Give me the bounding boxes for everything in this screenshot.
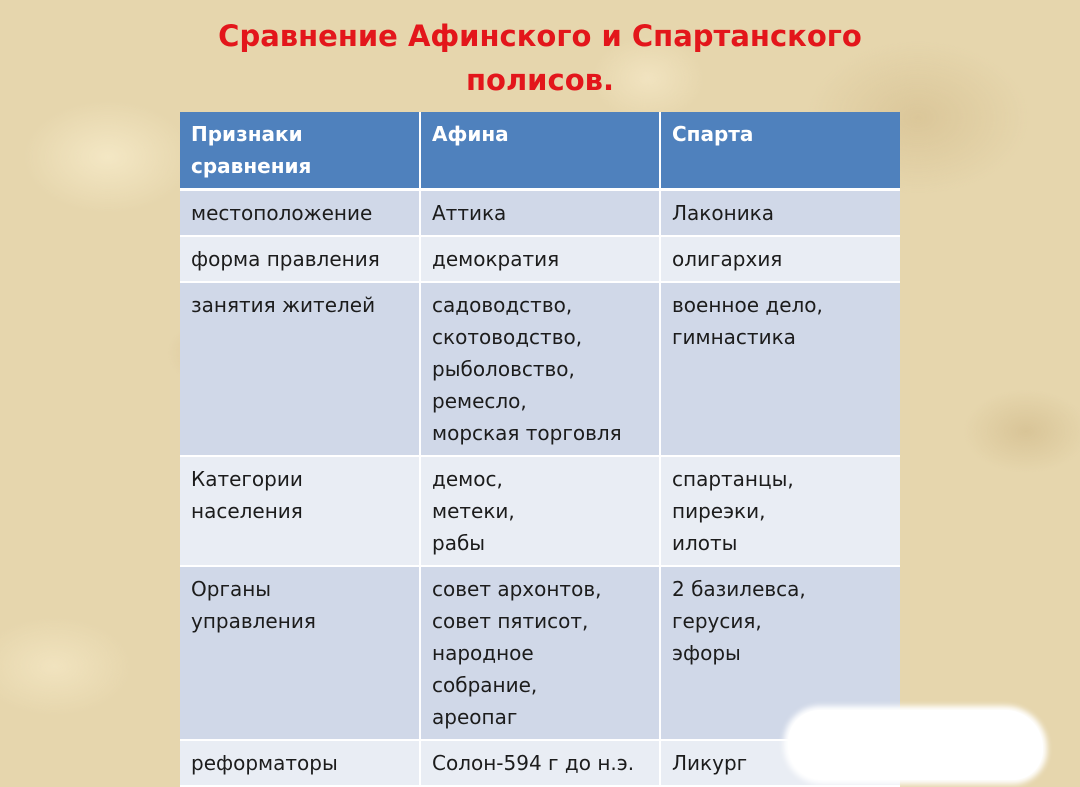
cell-athens: садоводство, скотоводство, рыболовство, ремесло, морская торговля (420, 282, 660, 456)
header-athens: Афина (420, 112, 660, 190)
cell-criteria: форма правления (180, 236, 420, 282)
title-line-1: Сравнение Афинского и Спартанского (218, 19, 862, 53)
page-title (0, 14, 1080, 102)
cell-criteria: реформаторы (180, 740, 420, 786)
cell-sparta: 2 базилевса, герусия, эфоры (660, 566, 900, 740)
header-sparta: Спарта (660, 112, 900, 190)
cell-athens: совет архонтов, совет пятисот, народное собрание, ареопаг (420, 566, 660, 740)
table-row (180, 456, 900, 566)
white-redaction-blob (788, 710, 1043, 780)
cell-athens: демократия (420, 236, 660, 282)
cell-athens: Аттика (420, 190, 660, 237)
table-header-row (180, 112, 900, 190)
title-line-2: полисов. (465, 63, 614, 97)
table-row (180, 566, 900, 740)
cell-athens: Солон-594 г до н.э. (420, 740, 660, 786)
cell-criteria: занятия жителей (180, 282, 420, 456)
comparison-table (180, 112, 900, 787)
cell-sparta: олигархия (660, 236, 900, 282)
cell-criteria: Органы управления (180, 566, 420, 740)
cell-sparta: Ликург (660, 740, 900, 786)
table-row (180, 190, 900, 237)
cell-sparta: Лаконика (660, 190, 900, 237)
cell-criteria: местоположение (180, 190, 420, 237)
cell-criteria: Категории населения (180, 456, 420, 566)
table-row (180, 282, 900, 456)
header-criteria: Признаки сравнения (180, 112, 420, 190)
cell-sparta: военное дело, гимнастика (660, 282, 900, 456)
cell-athens: демос, метеки, рабы (420, 456, 660, 566)
cell-sparta: спартанцы, пиреэки, илоты (660, 456, 900, 566)
table-row (180, 236, 900, 282)
